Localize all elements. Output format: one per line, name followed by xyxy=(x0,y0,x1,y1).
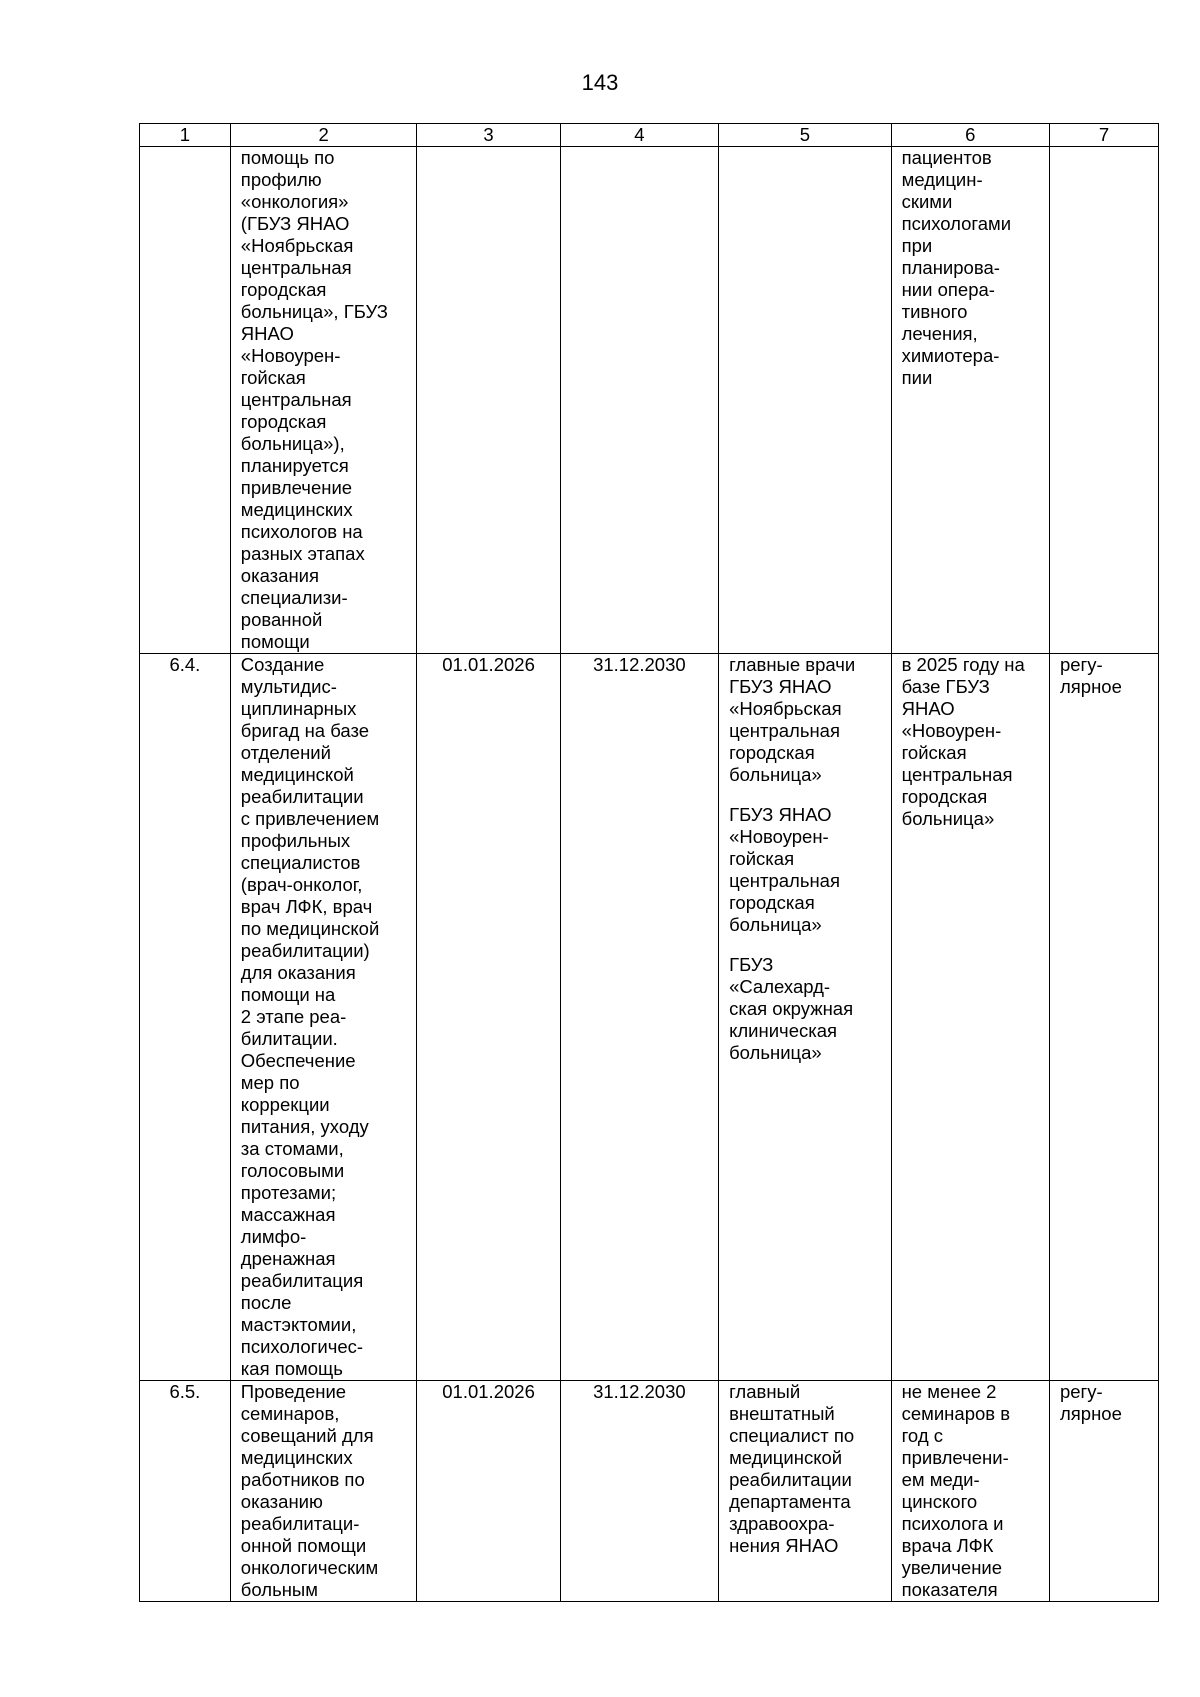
start-date: 01.01.2026 xyxy=(417,1381,560,1602)
end-date: 31.12.2030 xyxy=(560,1381,718,1602)
frequency-cell xyxy=(1049,1381,1158,1602)
start-date-cell xyxy=(417,147,560,654)
column-header: 5 xyxy=(719,124,892,147)
table-row xyxy=(140,1381,1159,1602)
column-header-row xyxy=(140,124,1159,147)
frequency-cell xyxy=(1049,147,1158,654)
end-date: 31.12.2030 xyxy=(560,654,718,1381)
activity-cell xyxy=(230,654,417,1381)
column-header: 2 xyxy=(230,124,417,147)
frequency-text: регу- лярное xyxy=(1059,1381,1122,1424)
responsible-cell xyxy=(719,654,892,1381)
column-header: 4 xyxy=(560,124,718,147)
start-date: 01.01.2026 xyxy=(417,654,560,1381)
responsible-cell xyxy=(719,147,892,654)
page-number: 143 xyxy=(581,70,619,95)
column-header: 1 xyxy=(140,124,231,147)
responsible-text: ГБУЗ «Салехард- ская окружная клиническая больница» xyxy=(729,954,854,1063)
activity-text: Создание мультидис- циплинарных бригад на базе отделений медицинской реабилитации с привлечением профильных специалистов (врач-онколог, врач ЛФК, врач по медицинской реабилитации) для оказания помощи на 2 этапе реа- билитации. Обеспечение мер по коррекции питания, уходу за стомами, голосовыми протезами; массажная лимфо- дренажная реабилитация после мастэктомии, психологичес- кая помощь xyxy=(240,654,380,1379)
result-cell xyxy=(891,654,1049,1381)
result-cell xyxy=(891,147,1049,654)
row-number xyxy=(140,147,231,654)
end-date-cell xyxy=(560,147,718,654)
responsible-text: ГБУЗ ЯНАО «Новоурен- гойская центральная городская больница» xyxy=(729,804,840,935)
result-cell xyxy=(891,1381,1049,1602)
activities-table xyxy=(139,123,1159,1602)
row-number: 6.5. xyxy=(140,1381,231,1602)
result-text: в 2025 году на базе ГБУЗ ЯНАО «Новоурен- гойская центральная городская больница» xyxy=(901,654,1025,829)
table-row xyxy=(140,654,1159,1381)
frequency-cell xyxy=(1049,654,1158,1381)
frequency-text: регу- лярное xyxy=(1059,654,1122,697)
responsible-text: главный внештатный специалист по медицинской реабилитации департамента здравоохра- нения ЯНАО xyxy=(729,1381,855,1556)
responsible-text: главные врачи ГБУЗ ЯНАО «Ноябрьская центральная городская больница» xyxy=(729,654,856,785)
table-row xyxy=(140,147,1159,654)
activity-text: Проведение семинаров, совещаний для медицинских работников по оказанию реабилитаци- онной помощи онкологическим больным xyxy=(240,1381,379,1600)
activity-text: помощь по профилю «онкология» (ГБУЗ ЯНАО «Ноябрьская центральная городская больница», ГБУЗ ЯНАО «Новоурен- гойская центральная городская больница»), планируется привлечение медицинских психологов на разных этапах оказания специализи- рованной помощи xyxy=(240,147,388,652)
activity-cell xyxy=(230,147,417,654)
column-header: 7 xyxy=(1049,124,1158,147)
column-header: 6 xyxy=(891,124,1049,147)
result-text: пациентов медицин- скими психологами при планирова- нии опера- тивного лечения, химиотера- пии xyxy=(901,147,1012,388)
activity-cell xyxy=(230,1381,417,1602)
result-text: не менее 2 семинаров в год с привлечени- ем меди- цинского психолога и врача ЛФК увеличение показателя xyxy=(901,1381,1011,1600)
row-number: 6.4. xyxy=(140,654,231,1381)
responsible-cell xyxy=(719,1381,892,1602)
column-header: 3 xyxy=(417,124,560,147)
